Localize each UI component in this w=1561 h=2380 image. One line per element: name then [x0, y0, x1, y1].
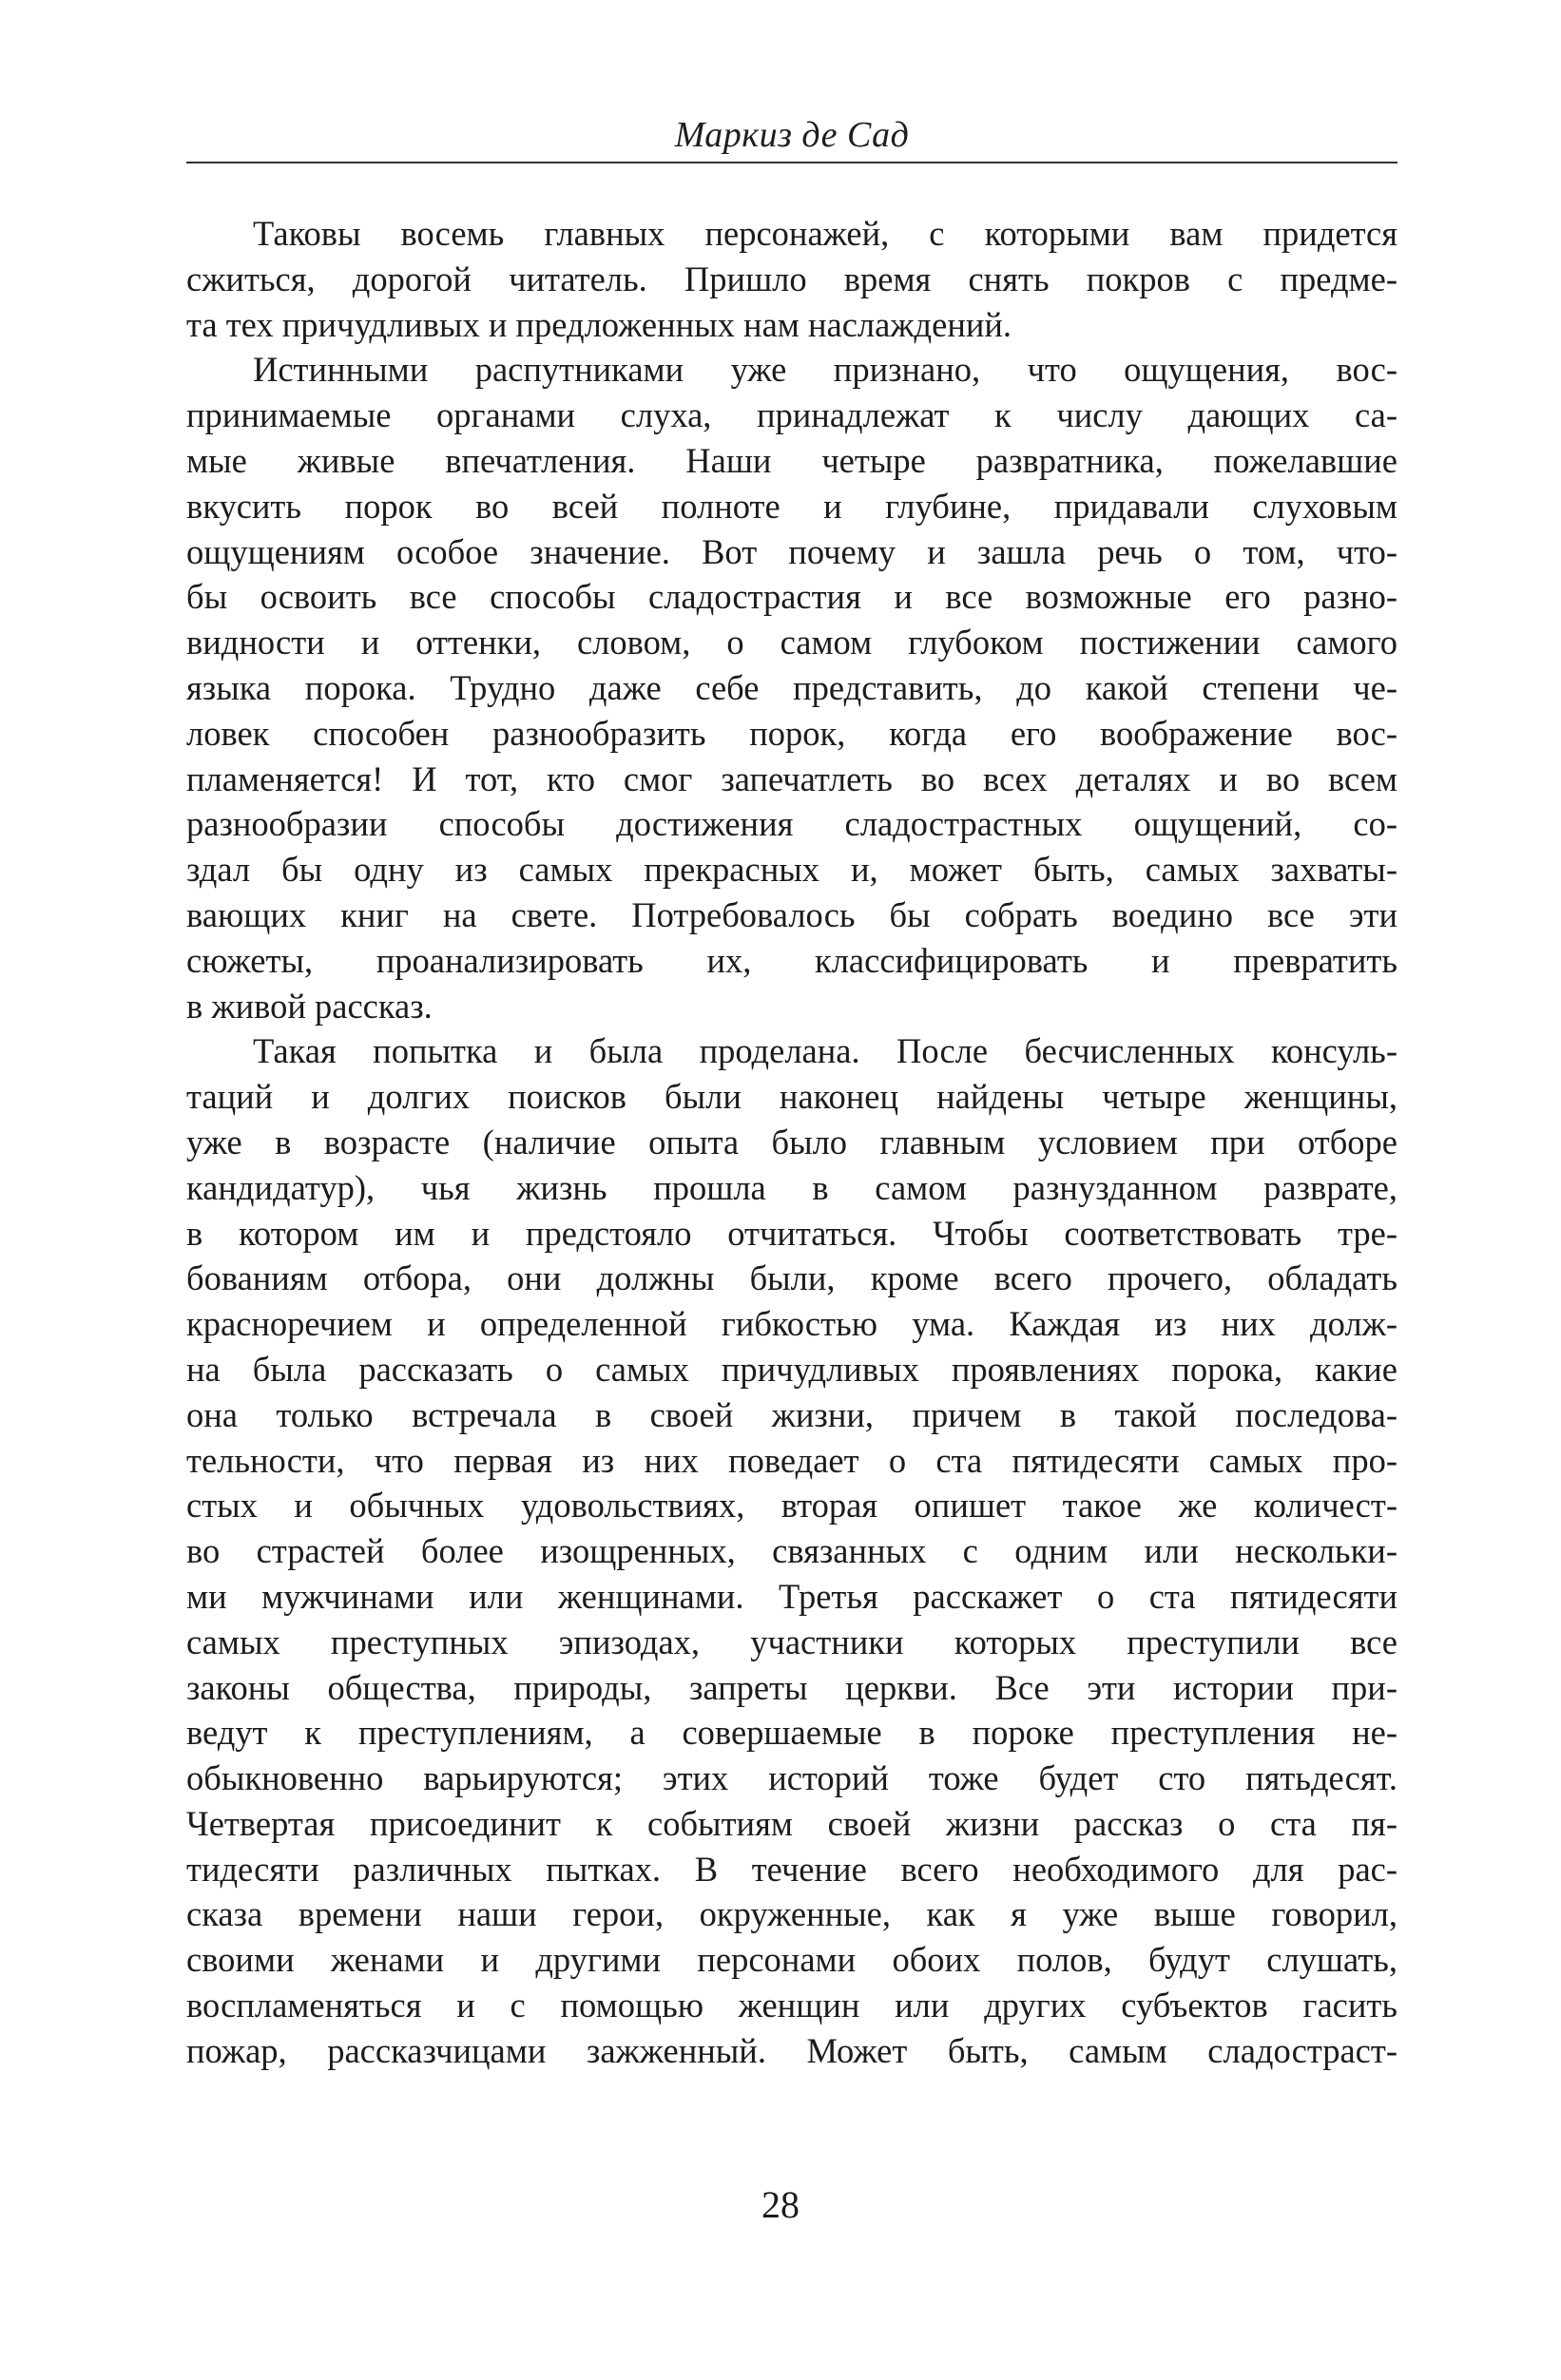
text-line: во страстей более изощренных, связанных с одним или нескольки- — [186, 1531, 1397, 1571]
text-line: бованиям отбора, они должны были, кроме всего прочего, обладать — [186, 1258, 1397, 1298]
text-line: стых и обычных удовольствиях, вторая опишет такое же количест- — [186, 1486, 1397, 1526]
text-line: здал бы одну из самых прекрасных и, может быть, самых захваты- — [186, 850, 1397, 890]
body-text — [186, 211, 1397, 2074]
text-line: обыкновенно варьируются; этих историй тоже будет сто пятьдесят. — [186, 1758, 1397, 1798]
text-line: вающих книг на свете. Потребовалось бы собрать воедино все эти — [186, 894, 1397, 934]
text-line: языка порока. Трудно даже себе представить, до какой степени че- — [186, 667, 1397, 707]
text-line: Истинными распутниками уже признано, что ощущения, вос- — [253, 350, 1397, 390]
text-line: в котором им и предстояло отчитаться. Чтобы соответствовать тре- — [186, 1213, 1397, 1253]
paragraph — [186, 347, 1397, 1028]
text-line: видности и оттенки, словом, о самом глубоком постижении самого — [186, 623, 1397, 662]
text-line: красноречием и определенной гибкостью ума. Каждая из них долж- — [186, 1304, 1397, 1344]
header-rule — [186, 162, 1397, 163]
text-line: принимаемые органами слуха, принадлежат к числу дающих са- — [186, 395, 1397, 435]
running-head: Маркиз де Сад — [674, 115, 910, 155]
text-line: самых преступных эпизодах, участники которых преступили все — [186, 1622, 1397, 1661]
text-line: сжиться, дорогой читатель. Пришло время снять покров с предме- — [186, 259, 1397, 298]
text-line: ощущениям особое значение. Вот почему и зашла речь о том, что- — [186, 531, 1397, 571]
text-line: Таковы восемь главных персонажей, с которыми вам придется — [253, 214, 1397, 253]
paragraph — [186, 1028, 1397, 2073]
text-line: законы общества, природы, запреты церкви. Все эти истории при- — [186, 1667, 1397, 1707]
text-line: мые живые впечатления. Наши четыре развратника, пожелавшие — [186, 440, 1397, 480]
text-line: ловек способен разнообразить порок, когда его воображение вос- — [186, 713, 1397, 753]
text-line: пожар, рассказчицами зажженный. Может быть, самым сладостраст- — [186, 2030, 1397, 2070]
text-line: пламеняется! И тот, кто смог запечатлеть во всех деталях и во всем — [186, 758, 1397, 798]
text-line: тельности, что первая из них поведает о ста пятидесяти самых про- — [186, 1440, 1397, 1480]
page-number: 28 — [761, 2183, 800, 2226]
text-line: ми мужчинами или женщинами. Третья расскажет о ста пятидесяти — [186, 1576, 1397, 1616]
text-line: Четвертая присоединит к событиям своей жизни рассказ о ста пя- — [186, 1803, 1397, 1843]
text-line: она только встречала в своей жизни, причем в такой последова- — [186, 1394, 1397, 1434]
text-line: уже в возрасте (наличие опыта было главным условием при отборе — [186, 1122, 1397, 1161]
text-line: своими женами и другими персонами обоих полов, будут слушать, — [186, 1940, 1397, 1980]
text-line: на была рассказать о самых причудливых проявлениях порока, какие — [186, 1349, 1397, 1389]
text-line: разнообразии способы достижения сладострастных ощущений, со- — [186, 804, 1397, 844]
text-line: та тех причудливых и предложенных нам наслаждений. — [186, 304, 1012, 344]
text-line: таций и долгих поисков были наконец найдены четыре женщины, — [186, 1077, 1397, 1117]
paragraph — [186, 211, 1397, 347]
text-line: кандидатур), чья жизнь прошла в самом разнузданном разврате, — [186, 1167, 1397, 1207]
text-line: ведут к преступлениям, а совершаемые в пороке преступления не- — [186, 1713, 1397, 1753]
text-line: вкусить порок во всей полноте и глубине, придавали слуховым — [186, 486, 1397, 526]
text-line: тидесяти различных пытках. В течение всего необходимого для рас- — [186, 1849, 1397, 1889]
text-line: воспламеняться и с помощью женщин или других субъектов гасить — [186, 1986, 1397, 2025]
text-line: сюжеты, проанализировать их, классифицировать и превратить — [186, 940, 1397, 980]
text-line: сказа времени наши герои, окруженные, как я уже выше говорил, — [186, 1894, 1397, 1934]
text-line: бы освоить все способы сладострастия и все возможные его разно- — [186, 577, 1397, 617]
text-line: в живой рассказ. — [186, 986, 433, 1026]
text-line: Такая попытка и была проделана. После бесчисленных консуль- — [253, 1031, 1397, 1071]
